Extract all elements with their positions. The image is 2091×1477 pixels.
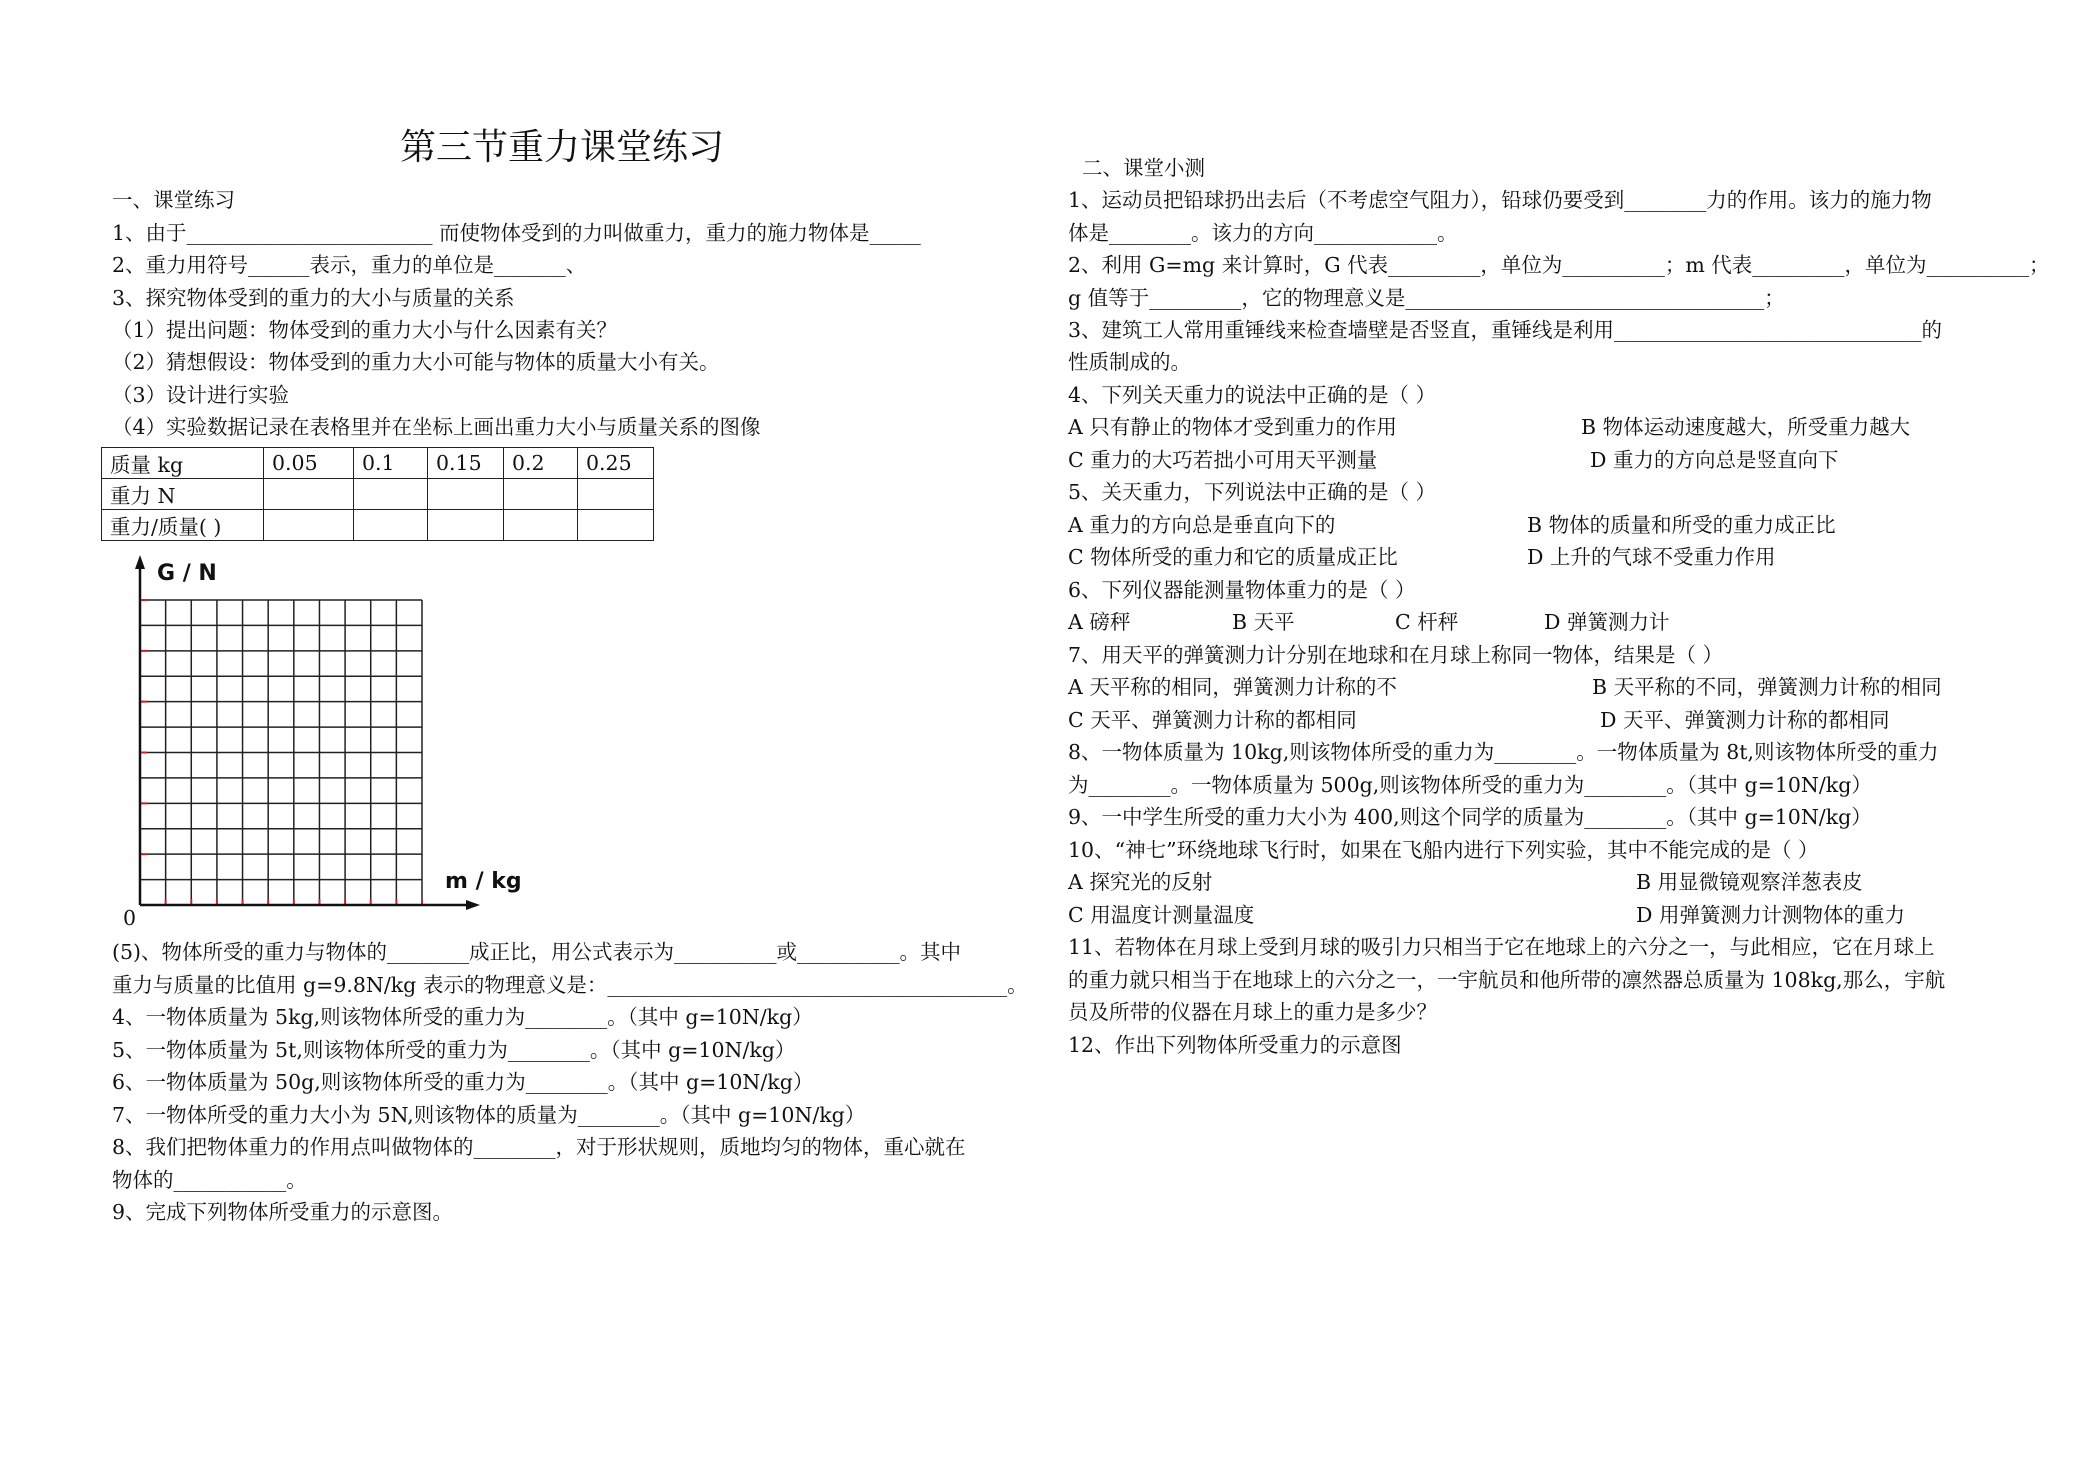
right-text-line: B 天平称的不同，弹簧测力计称的相同 [1592,675,1942,699]
right-text-line: C 用温度计测量温度 [1068,903,1255,927]
x-axis-label: m / kg [445,869,522,894]
right-text-line: 二、课堂小测 [1082,156,1205,180]
left-text-line: (5)、物体所受的重力与物体的________成正比，用公式表示为__________或__________。其中 [112,940,962,964]
right-text-line: 7、用天平的弹簧测力计分别在地球和在月球上称同一物体，结果是（ ） [1068,643,1724,667]
table-cell: 0.05 [264,448,354,479]
y-axis-arrow-icon [135,555,145,569]
right-text-line: 6、下列仪器能测量物体重力的是（ ） [1068,578,1416,602]
table-row [102,510,654,541]
left-text-line: （2）猜想假设：物体受到的重力大小可能与物体的质量大小有关。 [112,350,720,374]
right-text-line: A 重力的方向总是垂直向下的 [1068,513,1336,537]
right-text-line: A 天平称的相同，弹簧测力计称的不 [1068,675,1397,699]
right-text-line: D 重力的方向总是竖直向下 [1590,448,1839,472]
grid-lines [140,600,422,905]
right-text-line: A 探究光的反射 [1068,870,1213,894]
page-title: 第三节重力课堂练习 [400,127,725,168]
table-cell: 0.1 [354,448,428,479]
right-text-line: 2、利用 G=mg 来计算时，G 代表_________，单位为__________；m 代表_________，单位为__________； [1068,253,2050,277]
table-cell[interactable] [504,510,578,541]
table-cell: 0.2 [504,448,578,479]
right-text-line: B 天平 [1232,610,1295,634]
right-text-line: 8、一物体质量为 10kg,则该物体所受的重力为________。一物体质量为 8t,则该物体所受的重力 [1068,740,1939,764]
table-cell[interactable] [264,510,354,541]
right-text-line: D 上升的气球不受重力作用 [1527,545,1776,569]
left-text-line: 一、课堂练习 [112,188,235,212]
right-text-line: 3、建筑工人常用重锤线来检查墙壁是否竖直，重锤线是利用______________________________的 [1068,318,1943,342]
y-axis-label: G / N [157,561,217,586]
right-text-line: B 物体的质量和所受的重力成正比 [1527,513,1836,537]
row-header-cell: 重力 N [102,479,264,510]
right-text-line: 体是________。该力的方向____________。 [1068,221,1458,245]
table-cell[interactable] [578,479,654,510]
table-cell[interactable] [504,479,578,510]
right-text-line: 12、作出下列物体所受重力的示意图 [1068,1033,1402,1057]
right-text-line: D 弹簧测力计 [1544,610,1670,634]
left-text-line: （3）设计进行实验 [112,383,290,407]
right-text-line: A 磅秤 [1068,610,1131,634]
right-text-line: 4、下列关天重力的说法中正确的是（ ） [1068,383,1437,407]
right-text-line: 9、一中学生所受的重力大小为 400,则这个同学的质量为________。（其中 g=10N/kg） [1068,805,1872,829]
left-text-line: 9、完成下列物体所受重力的示意图。 [112,1200,454,1224]
right-text-line: C 杆秤 [1395,610,1459,634]
right-text-line: D 天平、弹簧测力计称的都相同 [1600,708,1890,732]
left-text-line: 1、由于________________________ 而使物体受到的力叫做重力，重力的施力物体是_____ [112,221,921,245]
right-text-line: 10、“神七”环绕地球飞行时，如果在飞船内进行下列实验，其中不能完成的是（ ） [1068,838,1819,862]
x-axis-arrow-icon [466,900,480,910]
row-header-cell: 质量 kg [102,448,264,479]
left-text-line: 8、我们把物体重力的作用点叫做物体的________，对于形状规则，质地均匀的物体，重心就在 [112,1135,966,1159]
table-cell[interactable] [578,510,654,541]
right-text-line: B 用显微镜观察洋葱表皮 [1636,870,1863,894]
left-text-line: 5、一物体质量为 5t,则该物体所受的重力为________。（其中 g=10N/kg） [112,1038,796,1062]
table-cell[interactable] [428,479,504,510]
left-text-line: 7、一物体所受的重力大小为 5N,则该物体的质量为________。（其中 g=10N/kg） [112,1103,866,1127]
left-text-line: 重力与质量的比值用 g=9.8N/kg 表示的物理意义是：_______________________________________。 [112,973,1028,997]
origin-label: 0 [123,906,137,930]
table-row [102,448,654,479]
table-row [102,479,654,510]
right-text-line: 员及所带的仪器在月球上的重力是多少？ [1068,1000,1437,1024]
right-text-line: 1、运动员把铅球扔出去后（不考虑空气阻力），铅球仍要受到________力的作用。该力的施力物 [1068,188,1932,212]
table-cell[interactable] [354,479,428,510]
row-header-cell: 重力/质量( ) [102,510,264,541]
right-text-line: g 值等于_________，它的物理意义是___________________________________； [1068,286,1785,310]
right-text-line: D 用弹簧测力计测物体的重力 [1636,903,1905,927]
left-text-line: 4、一物体质量为 5kg,则该物体所受的重力为________。（其中 g=10N/kg） [112,1005,813,1029]
right-text-line: A 只有静止的物体才受到重力的作用 [1068,415,1397,439]
right-text-line: 为________。一物体质量为 500g,则该物体所受的重力为________。（其中 g=10N/kg） [1068,773,1872,797]
table-cell: 0.25 [578,448,654,479]
table-cell: 0.15 [428,448,504,479]
right-text-line: 性质制成的。 [1068,350,1191,374]
table-cell[interactable] [428,510,504,541]
coordinate-grid [120,555,480,915]
right-text-line: 11、若物体在月球上受到月球的吸引力只相当于它在地球上的六分之一，与此相应，它在月球上 [1068,935,1935,959]
left-text-line: （1）提出问题：物体受到的重力大小与什么因素有关？ [112,318,618,342]
right-text-line: B 物体运动速度越大，所受重力越大 [1581,415,1911,439]
right-text-line: 5、关天重力，下列说法中正确的是（ ） [1068,480,1437,504]
right-text-line: C 天平、弹簧测力计称的都相同 [1068,708,1357,732]
left-text-line: 2、重力用符号______表示，重力的单位是_______、 [112,253,587,277]
left-text-line: 3、探究物体受到的重力的大小与质量的关系 [112,286,515,310]
table-cell[interactable] [264,479,354,510]
left-text-line: 6、一物体质量为 50g,则该物体所受的重力为________。（其中 g=10N/kg） [112,1070,814,1094]
table-cell[interactable] [354,510,428,541]
right-text-line: 的重力就只相当于在地球上的六分之一，一宇航员和他所带的凛然器总质量为 108kg,那么，宇航 [1068,968,1946,992]
data-table [101,447,654,541]
right-text-line: C 重力的大巧若拙小可用天平测量 [1068,448,1378,472]
left-text-line: （4）实验数据记录在表格里并在坐标上画出重力大小与质量关系的图像 [112,415,761,439]
right-text-line: C 物体所受的重力和它的质量成正比 [1068,545,1398,569]
left-text-line: 物体的___________。 [112,1168,307,1192]
